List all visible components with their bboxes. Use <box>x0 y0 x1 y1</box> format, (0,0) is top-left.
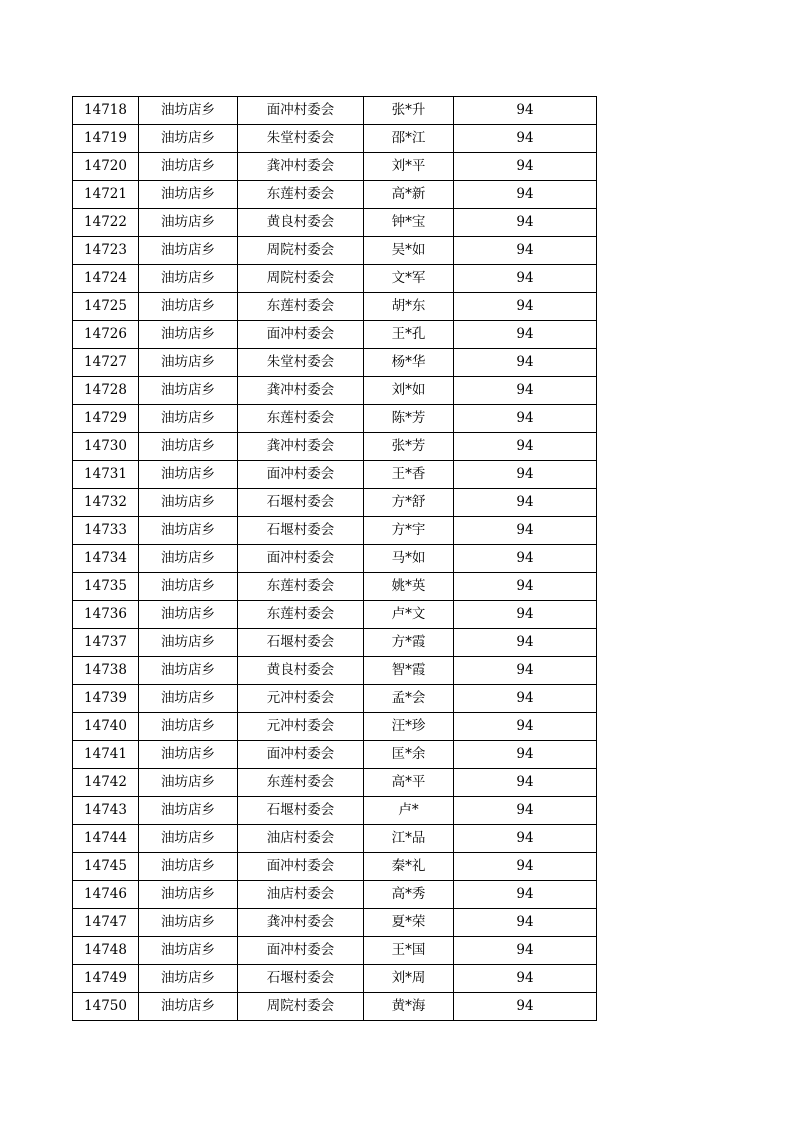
cell-amount: 94 <box>454 881 597 909</box>
cell-amount: 94 <box>454 153 597 181</box>
cell-amount: 94 <box>454 489 597 517</box>
cell-id: 14739 <box>73 685 139 713</box>
cell-name: 匡*余 <box>364 741 454 769</box>
cell-id: 14722 <box>73 209 139 237</box>
cell-amount: 94 <box>454 97 597 125</box>
cell-id: 14735 <box>73 573 139 601</box>
cell-amount: 94 <box>454 965 597 993</box>
cell-name: 张*升 <box>364 97 454 125</box>
cell-name: 江*品 <box>364 825 454 853</box>
cell-township: 油坊店乡 <box>139 293 238 321</box>
cell-name: 刘*平 <box>364 153 454 181</box>
cell-township: 油坊店乡 <box>139 965 238 993</box>
cell-amount: 94 <box>454 853 597 881</box>
cell-township: 油坊店乡 <box>139 713 238 741</box>
table-row <box>73 657 597 685</box>
table-row <box>73 489 597 517</box>
cell-village: 东莲村委会 <box>238 573 364 601</box>
table-row <box>73 405 597 433</box>
table-row <box>73 153 597 181</box>
cell-name: 卢* <box>364 797 454 825</box>
cell-id: 14732 <box>73 489 139 517</box>
cell-id: 14741 <box>73 741 139 769</box>
cell-name: 文*军 <box>364 265 454 293</box>
cell-amount: 94 <box>454 657 597 685</box>
cell-township: 油坊店乡 <box>139 181 238 209</box>
cell-village: 元冲村委会 <box>238 685 364 713</box>
cell-name: 智*霞 <box>364 657 454 685</box>
cell-id: 14719 <box>73 125 139 153</box>
cell-township: 油坊店乡 <box>139 237 238 265</box>
cell-village: 龚冲村委会 <box>238 433 364 461</box>
cell-name: 秦*礼 <box>364 853 454 881</box>
cell-township: 油坊店乡 <box>139 741 238 769</box>
cell-village: 面冲村委会 <box>238 937 364 965</box>
cell-amount: 94 <box>454 405 597 433</box>
cell-amount: 94 <box>454 349 597 377</box>
cell-id: 14726 <box>73 321 139 349</box>
cell-id: 14738 <box>73 657 139 685</box>
cell-name: 黄*海 <box>364 993 454 1021</box>
cell-id: 14733 <box>73 517 139 545</box>
cell-village: 面冲村委会 <box>238 461 364 489</box>
table-row <box>73 797 597 825</box>
cell-name: 杨*华 <box>364 349 454 377</box>
cell-id: 14737 <box>73 629 139 657</box>
table-row <box>73 321 597 349</box>
cell-amount: 94 <box>454 209 597 237</box>
cell-village: 石堰村委会 <box>238 965 364 993</box>
cell-amount: 94 <box>454 685 597 713</box>
cell-village: 石堰村委会 <box>238 517 364 545</box>
cell-id: 14742 <box>73 769 139 797</box>
table-body <box>73 97 597 1021</box>
cell-name: 方*霞 <box>364 629 454 657</box>
table-row <box>73 181 597 209</box>
cell-id: 14746 <box>73 881 139 909</box>
cell-township: 油坊店乡 <box>139 825 238 853</box>
table-row <box>73 965 597 993</box>
cell-township: 油坊店乡 <box>139 769 238 797</box>
cell-village: 油店村委会 <box>238 825 364 853</box>
cell-township: 油坊店乡 <box>139 153 238 181</box>
cell-id: 14745 <box>73 853 139 881</box>
cell-township: 油坊店乡 <box>139 377 238 405</box>
cell-township: 油坊店乡 <box>139 265 238 293</box>
cell-amount: 94 <box>454 993 597 1021</box>
cell-name: 张*芳 <box>364 433 454 461</box>
table-row <box>73 881 597 909</box>
cell-id: 14725 <box>73 293 139 321</box>
cell-id: 14743 <box>73 797 139 825</box>
cell-township: 油坊店乡 <box>139 97 238 125</box>
cell-amount: 94 <box>454 237 597 265</box>
cell-amount: 94 <box>454 293 597 321</box>
cell-village: 东莲村委会 <box>238 769 364 797</box>
table-row <box>73 741 597 769</box>
cell-township: 油坊店乡 <box>139 209 238 237</box>
cell-village: 东莲村委会 <box>238 293 364 321</box>
table-row <box>73 685 597 713</box>
cell-name: 王*香 <box>364 461 454 489</box>
cell-amount: 94 <box>454 769 597 797</box>
cell-township: 油坊店乡 <box>139 993 238 1021</box>
cell-township: 油坊店乡 <box>139 853 238 881</box>
cell-township: 油坊店乡 <box>139 125 238 153</box>
cell-village: 东莲村委会 <box>238 181 364 209</box>
cell-name: 钟*宝 <box>364 209 454 237</box>
cell-id: 14721 <box>73 181 139 209</box>
table-row <box>73 461 597 489</box>
table-row <box>73 573 597 601</box>
cell-village: 石堰村委会 <box>238 797 364 825</box>
table-row <box>73 125 597 153</box>
cell-village: 黄良村委会 <box>238 209 364 237</box>
table-row <box>73 349 597 377</box>
cell-amount: 94 <box>454 433 597 461</box>
cell-name: 汪*珍 <box>364 713 454 741</box>
cell-amount: 94 <box>454 125 597 153</box>
cell-name: 方*宇 <box>364 517 454 545</box>
cell-amount: 94 <box>454 797 597 825</box>
cell-village: 黄良村委会 <box>238 657 364 685</box>
cell-amount: 94 <box>454 377 597 405</box>
cell-village: 石堰村委会 <box>238 629 364 657</box>
cell-name: 姚*英 <box>364 573 454 601</box>
cell-amount: 94 <box>454 741 597 769</box>
table-row <box>73 433 597 461</box>
cell-amount: 94 <box>454 713 597 741</box>
cell-amount: 94 <box>454 265 597 293</box>
cell-township: 油坊店乡 <box>139 517 238 545</box>
cell-name: 刘*周 <box>364 965 454 993</box>
cell-id: 14730 <box>73 433 139 461</box>
table-row <box>73 293 597 321</box>
cell-id: 14750 <box>73 993 139 1021</box>
table-row <box>73 909 597 937</box>
cell-township: 油坊店乡 <box>139 937 238 965</box>
table-row <box>73 377 597 405</box>
cell-id: 14749 <box>73 965 139 993</box>
table-row <box>73 769 597 797</box>
cell-name: 王*孔 <box>364 321 454 349</box>
table-row <box>73 853 597 881</box>
cell-amount: 94 <box>454 321 597 349</box>
cell-id: 14744 <box>73 825 139 853</box>
cell-amount: 94 <box>454 629 597 657</box>
cell-id: 14720 <box>73 153 139 181</box>
cell-amount: 94 <box>454 181 597 209</box>
table-row <box>73 517 597 545</box>
cell-village: 东莲村委会 <box>238 405 364 433</box>
cell-village: 面冲村委会 <box>238 321 364 349</box>
table-row <box>73 629 597 657</box>
table-row <box>73 937 597 965</box>
cell-village: 面冲村委会 <box>238 545 364 573</box>
cell-township: 油坊店乡 <box>139 489 238 517</box>
cell-id: 14736 <box>73 601 139 629</box>
cell-id: 14724 <box>73 265 139 293</box>
cell-name: 邵*江 <box>364 125 454 153</box>
cell-name: 孟*会 <box>364 685 454 713</box>
cell-village: 面冲村委会 <box>238 97 364 125</box>
cell-village: 元冲村委会 <box>238 713 364 741</box>
cell-township: 油坊店乡 <box>139 349 238 377</box>
cell-village: 周院村委会 <box>238 237 364 265</box>
cell-name: 胡*东 <box>364 293 454 321</box>
cell-id: 14723 <box>73 237 139 265</box>
cell-township: 油坊店乡 <box>139 405 238 433</box>
cell-township: 油坊店乡 <box>139 545 238 573</box>
cell-id: 14729 <box>73 405 139 433</box>
cell-township: 油坊店乡 <box>139 601 238 629</box>
data-table <box>72 96 597 1021</box>
cell-id: 14748 <box>73 937 139 965</box>
cell-id: 14727 <box>73 349 139 377</box>
table-row <box>73 265 597 293</box>
cell-township: 油坊店乡 <box>139 909 238 937</box>
cell-township: 油坊店乡 <box>139 573 238 601</box>
cell-township: 油坊店乡 <box>139 433 238 461</box>
table-row <box>73 97 597 125</box>
cell-amount: 94 <box>454 937 597 965</box>
cell-amount: 94 <box>454 517 597 545</box>
cell-id: 14731 <box>73 461 139 489</box>
cell-village: 面冲村委会 <box>238 853 364 881</box>
cell-id: 14740 <box>73 713 139 741</box>
cell-village: 龚冲村委会 <box>238 153 364 181</box>
table-row <box>73 237 597 265</box>
cell-village: 东莲村委会 <box>238 601 364 629</box>
table-row <box>73 993 597 1021</box>
cell-township: 油坊店乡 <box>139 797 238 825</box>
cell-amount: 94 <box>454 461 597 489</box>
cell-id: 14734 <box>73 545 139 573</box>
cell-name: 高*平 <box>364 769 454 797</box>
cell-amount: 94 <box>454 545 597 573</box>
table-row <box>73 545 597 573</box>
table-row <box>73 825 597 853</box>
cell-village: 朱堂村委会 <box>238 349 364 377</box>
cell-amount: 94 <box>454 825 597 853</box>
cell-village: 油店村委会 <box>238 881 364 909</box>
cell-name: 方*舒 <box>364 489 454 517</box>
cell-village: 龚冲村委会 <box>238 377 364 405</box>
cell-name: 刘*如 <box>364 377 454 405</box>
table-row <box>73 713 597 741</box>
cell-name: 吴*如 <box>364 237 454 265</box>
cell-village: 龚冲村委会 <box>238 909 364 937</box>
table-row <box>73 209 597 237</box>
cell-village: 周院村委会 <box>238 993 364 1021</box>
cell-id: 14728 <box>73 377 139 405</box>
cell-township: 油坊店乡 <box>139 881 238 909</box>
cell-township: 油坊店乡 <box>139 629 238 657</box>
cell-township: 油坊店乡 <box>139 461 238 489</box>
cell-village: 周院村委会 <box>238 265 364 293</box>
cell-village: 朱堂村委会 <box>238 125 364 153</box>
cell-id: 14747 <box>73 909 139 937</box>
cell-id: 14718 <box>73 97 139 125</box>
cell-village: 面冲村委会 <box>238 741 364 769</box>
cell-name: 高*秀 <box>364 881 454 909</box>
table-row <box>73 601 597 629</box>
cell-name: 马*如 <box>364 545 454 573</box>
cell-name: 夏*荣 <box>364 909 454 937</box>
cell-name: 高*新 <box>364 181 454 209</box>
cell-name: 卢*文 <box>364 601 454 629</box>
cell-village: 石堰村委会 <box>238 489 364 517</box>
cell-name: 王*国 <box>364 937 454 965</box>
cell-name: 陈*芳 <box>364 405 454 433</box>
cell-amount: 94 <box>454 909 597 937</box>
cell-township: 油坊店乡 <box>139 321 238 349</box>
cell-amount: 94 <box>454 573 597 601</box>
cell-township: 油坊店乡 <box>139 657 238 685</box>
cell-amount: 94 <box>454 601 597 629</box>
cell-township: 油坊店乡 <box>139 685 238 713</box>
